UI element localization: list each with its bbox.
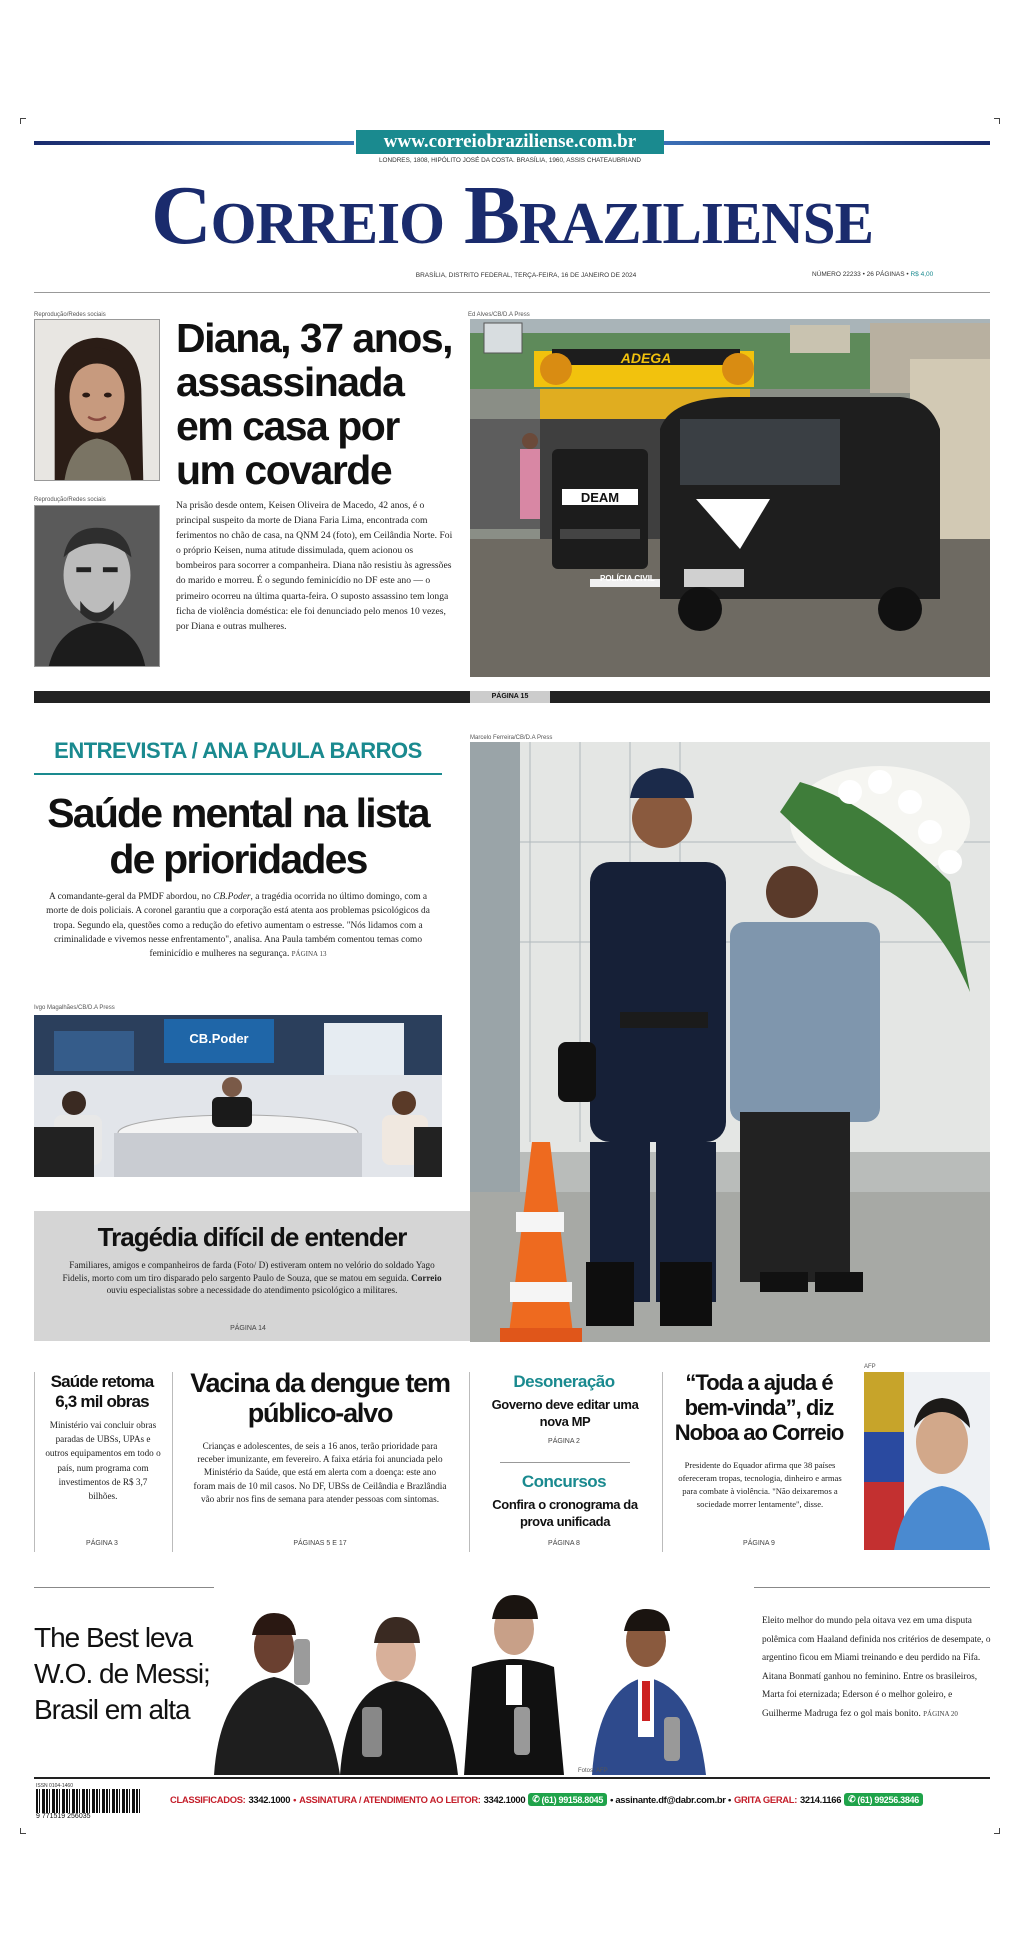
photo-credit-scene: Ed Alves/CB/D.A Press bbox=[468, 312, 530, 318]
body-funeral-1: Familiares, amigos e companheiros de farda (Foto/ D) estiveram ontem no velório do soldado Yago Fidelis, morto com um tiro disparado pelo sargento Paulo de Souza, que se matou em seguida. bbox=[62, 1260, 435, 1283]
corner-mark-tl bbox=[20, 118, 26, 124]
whatsapp-number-1: (61) 99158.8045 bbox=[541, 1794, 604, 1805]
body-interview bbox=[44, 890, 432, 961]
brief-mid-rule bbox=[500, 1462, 630, 1463]
headline-noboa[interactable]: “Toda a ajuda é bem-vinda”, diz Noboa ao Correio bbox=[674, 1370, 844, 1445]
van2-text: POLÍCIA CIVIL bbox=[600, 574, 655, 583]
kicker-concursos: Concursos bbox=[521, 1472, 607, 1491]
page-ref-obras[interactable]: PÁGINA 3 bbox=[86, 1540, 118, 1547]
photo-credit-awards: Fotos: AFP bbox=[578, 1768, 608, 1774]
headline-diana[interactable]: Diana, 37 anos, assassinada em casa por um covarde bbox=[176, 315, 453, 493]
body-interview-2: , a tragédia ocorrida no último domingo, com a morte de dois policiais. A coronel garantiu que a corporação está atenta aos problemas psicológicos da tropa. Segundo ela, questões como a redução do efetivo aumentam o estresse. "Nós lidamos com a criminalidade e vivemos nesse enfrentamento", analisa. Ana Paula também comentou temas como feminicídio e mulheres na segurança. bbox=[46, 892, 430, 960]
photo-credit-funeral: Marcelo Ferreira/CB/D.A Press bbox=[470, 735, 553, 741]
founders-line: LONDRES, 1808, HIPÓLITO JOSÉ DA COSTA. BRASÍLIA, 1960, ASSIS CHATEAUBRIAND bbox=[378, 157, 642, 164]
body-interview-1: A comandante-geral da PMDF abordou, no bbox=[48, 892, 214, 902]
body-obras: Ministério vai concluir obras paradas de UBSs, UPAs e outros equipamentos em todo o país, num programa com investimentos de R$ 3,7 bilhões. bbox=[45, 1420, 161, 1502]
edition-price: R$ 4,00 bbox=[910, 271, 934, 278]
headline-concursos[interactable]: Confira o cronograma da prova unificada bbox=[492, 1497, 638, 1529]
classificados-phone[interactable]: 3342.1000 bbox=[248, 1794, 291, 1805]
page-ref-diana[interactable]: PÁGINA 15 bbox=[470, 691, 550, 703]
assinatura-phone[interactable]: 3342.1000 bbox=[483, 1794, 526, 1805]
interview-kicker: ENTREVISTA / ANA PAULA BARROS bbox=[54, 738, 422, 763]
shop-sign-text: ADEGA bbox=[620, 350, 672, 366]
classificados-label: CLASSIFICADOS: bbox=[170, 1794, 246, 1805]
photo-credit-noboa: AFP bbox=[864, 1364, 876, 1370]
page-ref-sports[interactable]: PÁGINA 20 bbox=[923, 1709, 958, 1718]
body-funeral-brand: Correio bbox=[411, 1272, 442, 1283]
brief-divider-2 bbox=[172, 1372, 173, 1552]
footer-contacts bbox=[170, 1793, 992, 1806]
whatsapp-icon: ✆ bbox=[848, 1794, 856, 1804]
barcode-bars bbox=[36, 1789, 140, 1813]
footer-rule bbox=[34, 1777, 990, 1779]
footer-sep: • bbox=[293, 1794, 297, 1805]
masthead: Correio Braziliense bbox=[151, 169, 873, 262]
page-ref-noboa[interactable]: PÁGINA 9 bbox=[743, 1540, 775, 1547]
studio-photo bbox=[34, 1015, 442, 1177]
headline-interview[interactable]: Saúde mental na lista de prioridades bbox=[47, 790, 429, 882]
whatsapp-badge-1[interactable] bbox=[528, 1793, 607, 1806]
suspect-photo bbox=[34, 505, 160, 667]
assinante-email[interactable]: • assinante.df@dabr.com.br • bbox=[610, 1794, 731, 1805]
brief-divider-3 bbox=[469, 1372, 470, 1552]
brief-divider-4 bbox=[662, 1372, 663, 1552]
whatsapp-number-2: (61) 99256.3846 bbox=[857, 1794, 919, 1805]
page-ref-funeral[interactable]: PÁGINA 14 bbox=[230, 1325, 266, 1332]
body-sports bbox=[762, 1612, 992, 1723]
victim-photo bbox=[34, 319, 160, 481]
page-ref-vacina[interactable]: PÁGINAS 5 E 17 bbox=[293, 1540, 347, 1547]
noboa-photo bbox=[864, 1372, 990, 1550]
barcode-number: 9 771519 256035 bbox=[36, 1813, 91, 1820]
funeral-photo bbox=[470, 742, 990, 1342]
dateline: BRASÍLIA, DISTRITO FEDERAL, TERÇA-FEIRA, 16 DE JANEIRO DE 2024 bbox=[415, 272, 637, 279]
headline-sports[interactable]: The Best leva W.O. de Messi; Brasil em alta bbox=[34, 1622, 210, 1725]
crime-scene-photo bbox=[470, 319, 990, 677]
header-line-right bbox=[664, 141, 990, 145]
header-line-left bbox=[34, 141, 354, 145]
brief-divider-1 bbox=[34, 1372, 35, 1552]
whatsapp-icon: ✆ bbox=[532, 1794, 540, 1804]
barcode-issn: ISSN 0104-1460 bbox=[36, 1783, 73, 1789]
header-divider bbox=[34, 292, 990, 293]
awards-photo bbox=[214, 1577, 754, 1775]
grita-label: GRITA GERAL: bbox=[733, 1794, 798, 1805]
photo-credit-studio: Ivgo Magalhães/CB/D.A Press bbox=[34, 1005, 115, 1011]
headline-vacina[interactable]: Vacina da dengue tem público-alvo bbox=[190, 1368, 450, 1428]
van1-text: DEAM bbox=[580, 490, 620, 505]
assinatura-label: ASSINATURA / ATENDIMENTO AO LEITOR: bbox=[299, 1794, 481, 1805]
corner-mark-tr bbox=[994, 118, 1000, 124]
whatsapp-badge-2[interactable] bbox=[844, 1793, 923, 1806]
grita-phone[interactable]: 3214.1166 bbox=[800, 1794, 842, 1805]
body-noboa: Presidente do Equador afirma que 38 países ofereceram tropas, tecnologia, dinheiro e armas para combate à violência. "Não deixaremos a sociedade morrer lentamente", disse. bbox=[678, 1460, 842, 1509]
barcode bbox=[36, 1783, 140, 1823]
body-funeral-2: ouviu especialistas sobre a necessidade do atendimento psicológico a militares. bbox=[106, 1285, 398, 1295]
headline-funeral[interactable]: Tragédia difícil de entender bbox=[97, 1222, 407, 1252]
body-diana: Na prisão desde ontem, Keisen Oliveira de Macedo, 42 anos, é o principal suspeito da morte de Diana Faria Lima, encontrada com ferimentos no chão de casa, na QNM 24 (foto), em Ceilândia Norte. Foi o próprio Keisen, numa atitude dissimulada, quem acionou os bombeiros para socorrer a companheira. Diana não resistiu às agressões do marido e morreu. É o segundo feminicídio no DF este ano — o primeiro ocorreu na última quarta-feira. O suposto assassino tem longa ficha de violência doméstica: ele foi denunciado pelo menos 10 vezes, por Diana e outras mulheres. bbox=[176, 500, 453, 632]
photo-credit-diana: Reprodução/Redes sociais bbox=[34, 312, 106, 318]
page-ref-desoneracao[interactable]: PÁGINA 2 bbox=[548, 1438, 580, 1445]
kicker-underline bbox=[34, 773, 442, 775]
kicker-desoneracao: Desoneração bbox=[513, 1372, 615, 1391]
headline-obras[interactable]: Saúde retoma 6,3 mil obras bbox=[50, 1372, 154, 1411]
headline-desoneracao[interactable]: Governo deve editar uma nova MP bbox=[491, 1397, 639, 1429]
site-url[interactable]: www.correiobraziliense.com.br bbox=[356, 130, 664, 154]
corner-mark-br bbox=[994, 1828, 1000, 1834]
page-ref-concursos[interactable]: PÁGINA 8 bbox=[548, 1540, 580, 1547]
studio-screen-text: CB.Poder bbox=[189, 1031, 249, 1046]
body-vacina: Crianças e adolescentes, de seis a 16 anos, terão prioridade para receber imunizante, em fevereiro. A faixa etária foi anunciada pelo Ministério da Saúde, que está em alerta com a doença: este ano foram mais de 10 mil casos. No DF, UBSs de Ceilândia e Brazlândia vão abrir nos fins de semana para atender pessoas com sintomas. bbox=[193, 1441, 447, 1504]
photo-credit-suspect: Reprodução/Redes sociais bbox=[34, 497, 106, 503]
edition-info bbox=[812, 271, 933, 278]
edition-number: NÚMERO 22233 • 26 PÁGINAS • bbox=[812, 271, 909, 278]
corner-mark-bl bbox=[20, 1828, 26, 1834]
page-ref-interview[interactable]: PÁGINA 13 bbox=[291, 950, 327, 959]
body-sports-text: Eleito melhor do mundo pela oitava vez em uma disputa polêmica com Haaland definida nos critérios de desempate, o argentino ficou em Miami treinando e deu perdido na Fifa. Aitana Bonmatí ganhou no feminino. Entre os brasileiros, Marta foi eternizada; Ederson é o melhor goleiro, e Guilherme Madruga fez o gol mais bonito. bbox=[762, 1616, 991, 1719]
body-funeral bbox=[60, 1259, 444, 1297]
body-interview-show: CB.Poder bbox=[213, 892, 251, 902]
